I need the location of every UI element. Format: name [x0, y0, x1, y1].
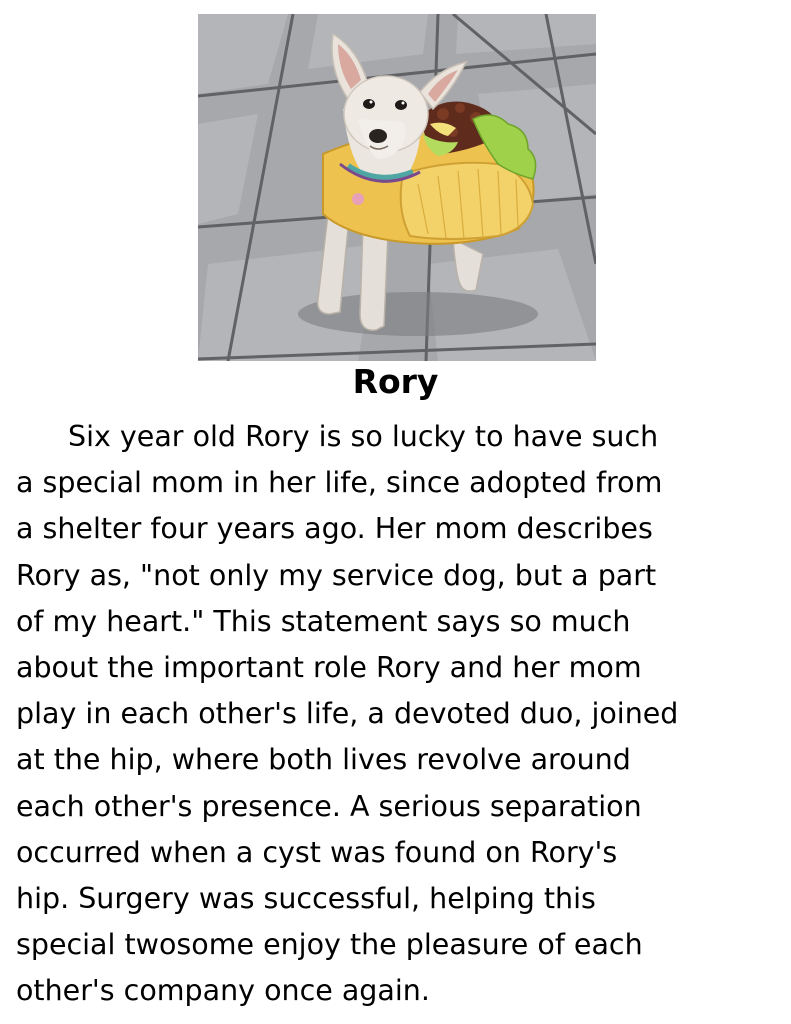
story-line: Six year old Rory is so lucky to have such [68, 420, 659, 453]
story-line: other's company once again. [16, 974, 430, 1008]
pet-name-heading: Rory [352, 362, 439, 401]
story-line: Rory as, "not only my service dog, but a part [16, 558, 657, 592]
story-line: each other's presence. A serious separation [16, 789, 642, 823]
story-line: of my heart." This statement says so much [16, 604, 631, 638]
story-line: about the important role Rory and her mom [16, 651, 642, 685]
story-line: hip. Surgery was successful, helping this [16, 882, 596, 916]
dog-photo [198, 14, 596, 361]
story-line: occurred when a cyst was found on Rory's [16, 835, 618, 869]
story-line: play in each other's life, a devoted duo, joined [16, 697, 679, 731]
story-line: a shelter four years ago. Her mom describes [16, 512, 653, 546]
story-line: at the hip, where both lives revolve around [16, 743, 631, 777]
story-line: special twosome enjoy the pleasure of each [16, 928, 643, 962]
story-paragraph [16, 414, 786, 1015]
story-line: a special mom in her life, since adopted from [16, 466, 663, 500]
